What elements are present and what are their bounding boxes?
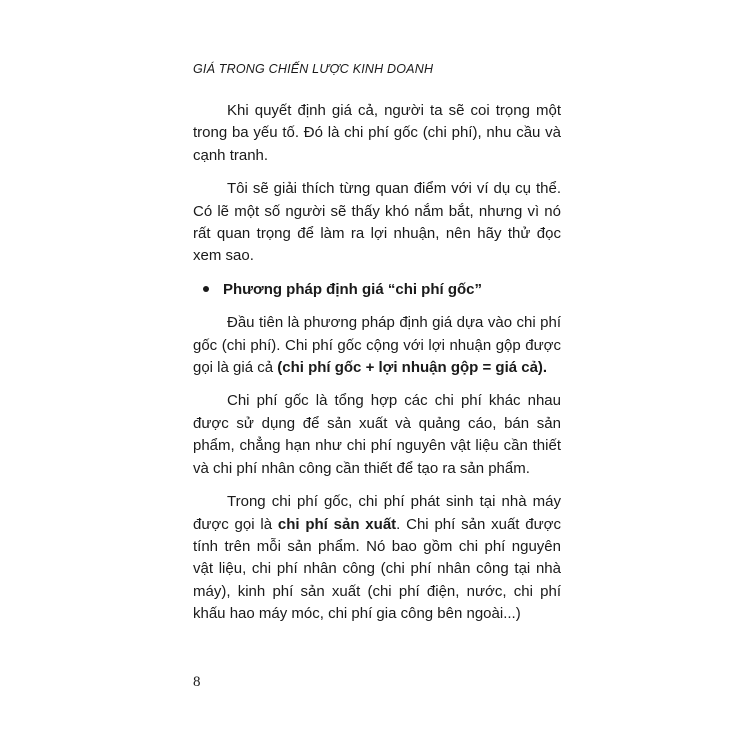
- body-text: [193, 100, 561, 637]
- paragraph-5-term: chi phí sản xuất: [277, 515, 397, 533]
- paragraph-2: Tôi sẽ giải thích từng quan điểm với ví dụ cụ thể. Có lẽ một số người sẽ thấy khó nắm bắt, nhưng vì nó rất quan trọng để làm ra lợi nhuận, nên hãy thử đọc xem sao.: [193, 180, 561, 265]
- paragraph-5: [193, 491, 561, 625]
- page-number: 8: [193, 674, 201, 690]
- bullet-heading: [193, 279, 561, 301]
- paragraph-5-text-start: Trong chi phí gốc, chi phí phát sinh tại nhà máy được gọi là: [193, 493, 561, 533]
- paragraph-1: Khi quyết định giá cả, người ta sẽ coi trọng một trong ba yếu tố. Đó là chi phí gốc (chi phí), nhu cầu và cạnh tranh.: [193, 102, 561, 164]
- paragraph-3-formula: (chi phí gốc + lợi nhuận gộp = giá cả).: [277, 359, 548, 377]
- paragraph-4: Chi phí gốc là tổng hợp các chi phí khác nhau được sử dụng để sản xuất và quảng cáo, bán sản phẩm, chẳng hạn như chi phí nguyên vật liệu cần thiết và chi phí nhân công cần thiết để tạo ra sản phẩm.: [193, 392, 561, 477]
- bullet-dot-icon: [203, 286, 209, 292]
- paragraph-3: [193, 312, 561, 379]
- bullet-heading-text: Phương pháp định giá “chi phí gốc”: [223, 280, 483, 298]
- paragraph-3-text: Đầu tiên là phương pháp định giá dựa vào chi phí gốc (chi phí). Chi phí gốc cộng với lợi nhuận gộp được gọi là giá cả: [193, 314, 561, 377]
- running-header: GIÁ TRONG CHIẾN LƯỢC KINH DOANH: [193, 62, 434, 76]
- paragraph-5-text-end: . Chi phí sản xuất được tính trên mỗi sản phẩm. Nó bao gồm chi phí nguyên vật liệu, chi phí nhân công (chi phí nhân công tại nhà máy), kinh phí sản xuất (chi phí điện, nước, chi phí khấu hao máy móc, chi phí gia công bên ngoài...): [193, 515, 562, 623]
